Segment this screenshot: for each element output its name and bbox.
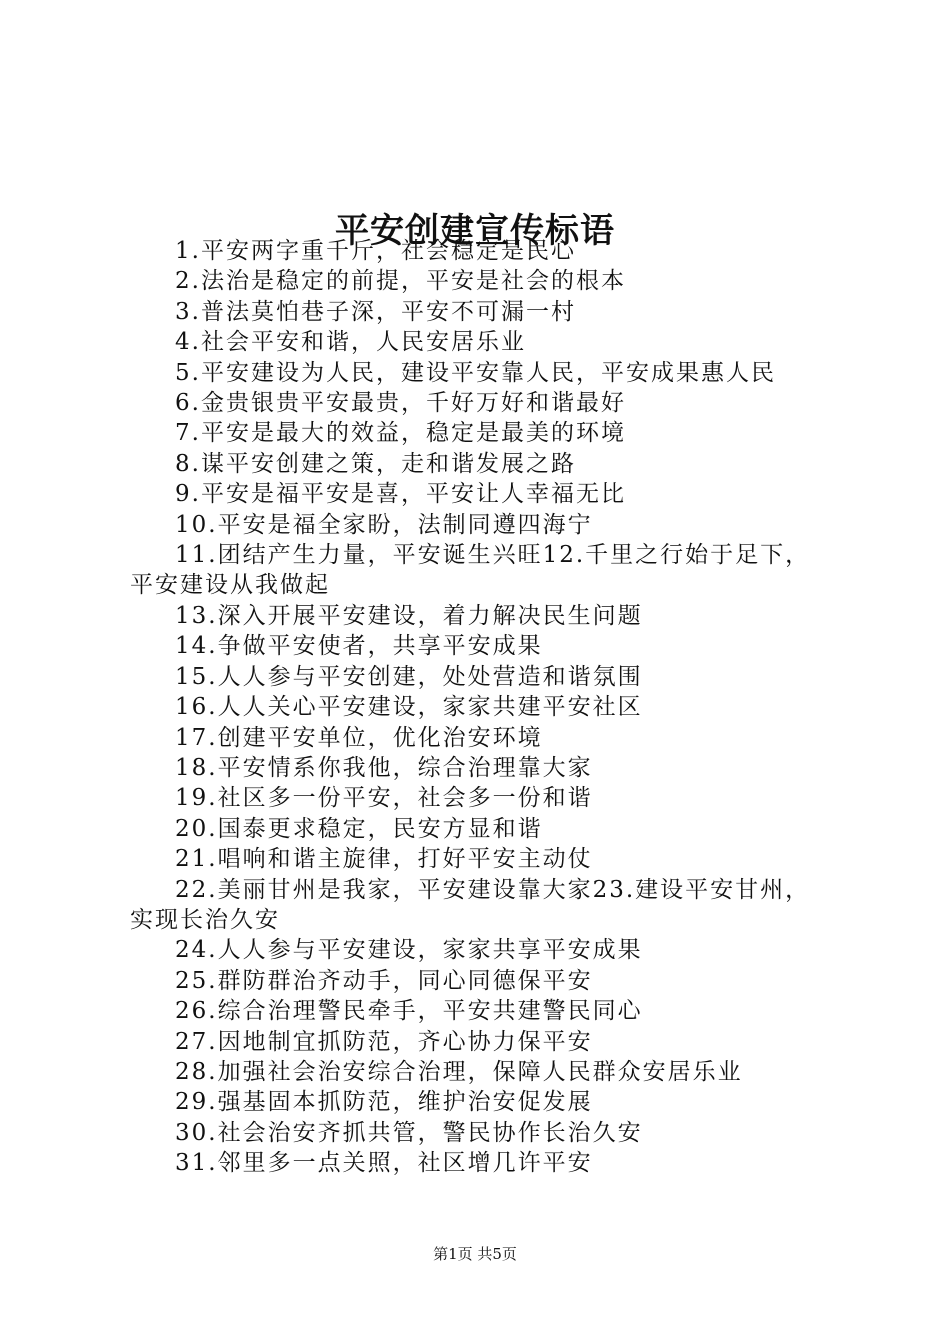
slogan-item: 24.人人参与平安建设，家家共享平安成果 xyxy=(175,937,643,964)
slogan-item: 17.创建平安单位，优化治安环境 xyxy=(175,724,543,751)
slogan-item: 18.平安情系你我他，综合治理靠大家 xyxy=(175,754,593,781)
page-footer: 第1页 共5页 xyxy=(433,1245,517,1263)
slogan-item: 3.普法莫怕巷子深，平安不可漏一村 xyxy=(175,298,576,325)
slogan-item: 29.强基固本抓防范，维护治安促发展 xyxy=(175,1089,593,1116)
slogan-item: 16.人人关心平安建设，家家共建平安社区 xyxy=(175,694,643,721)
slogan-item: 15.人人参与平安创建，处处营造和谐氛围 xyxy=(175,663,643,690)
slogan-item: 13.深入开展平安建设，着力解决民生问题 xyxy=(175,602,643,629)
slogan-item: 26.综合治理警民牵手，平安共建警民同心 xyxy=(175,998,643,1025)
slogan-item: 21.唱响和谐主旋律，打好平安主动仗 xyxy=(175,846,593,873)
slogan-item: 19.社区多一份平安，社会多一份和谐 xyxy=(175,785,593,812)
slogan-item: 8.谋平安创建之策，走和谐发展之路 xyxy=(175,450,576,477)
slogan-item: 2.法治是稳定的前提，平安是社会的根本 xyxy=(175,268,626,295)
page-title: 平安创建宣传标语 xyxy=(335,210,615,251)
slogan-item: 25.群防群治齐动手，同心同德保平安 xyxy=(175,967,593,994)
slogan-item: 31.邻里多一点关照，社区增几许平安 xyxy=(175,1150,593,1177)
slogan-item: 30.社会治安齐抓共管，警民协作长治久安 xyxy=(175,1119,643,1146)
slogan-item: 14.争做平安使者，共享平安成果 xyxy=(175,633,543,660)
slogan-item: 5.平安建设为人民，建设平安靠人民，平安成果惠人民 xyxy=(175,359,776,386)
slogan-item: 27.因地制宜抓防范，齐心协力保平安 xyxy=(175,1028,593,1055)
slogan-item: 22.美丽甘州是我家，平安建设靠大家23.建设平安甘州，实现长治久安 xyxy=(130,876,811,933)
slogan-item: 10.平安是福全家盼，法制同遵四海宁 xyxy=(175,511,593,538)
slogan-item: 11.团结产生力量，平安诞生兴旺12.千里之行始于足下，平安建设从我做起 xyxy=(130,542,811,599)
slogan-item: 1.平安两字重千斤，社会稳定是民心 xyxy=(175,238,576,264)
slogan-item: 20.国泰更求稳定，民安方显和谐 xyxy=(175,815,543,842)
slogan-item: 28.加强社会治安综合治理，保障人民群众安居乐业 xyxy=(175,1058,743,1085)
slogan-item: 4.社会平安和谐，人民安居乐业 xyxy=(175,329,526,356)
slogan-item: 9.平安是福平安是喜，平安让人幸福无比 xyxy=(175,481,626,508)
slogan-item: 7.平安是最大的效益，稳定是最美的环境 xyxy=(175,420,626,447)
slogan-item: 6.金贵银贵平安最贵，千好万好和谐最好 xyxy=(175,390,626,417)
slogan-list xyxy=(130,236,830,1179)
